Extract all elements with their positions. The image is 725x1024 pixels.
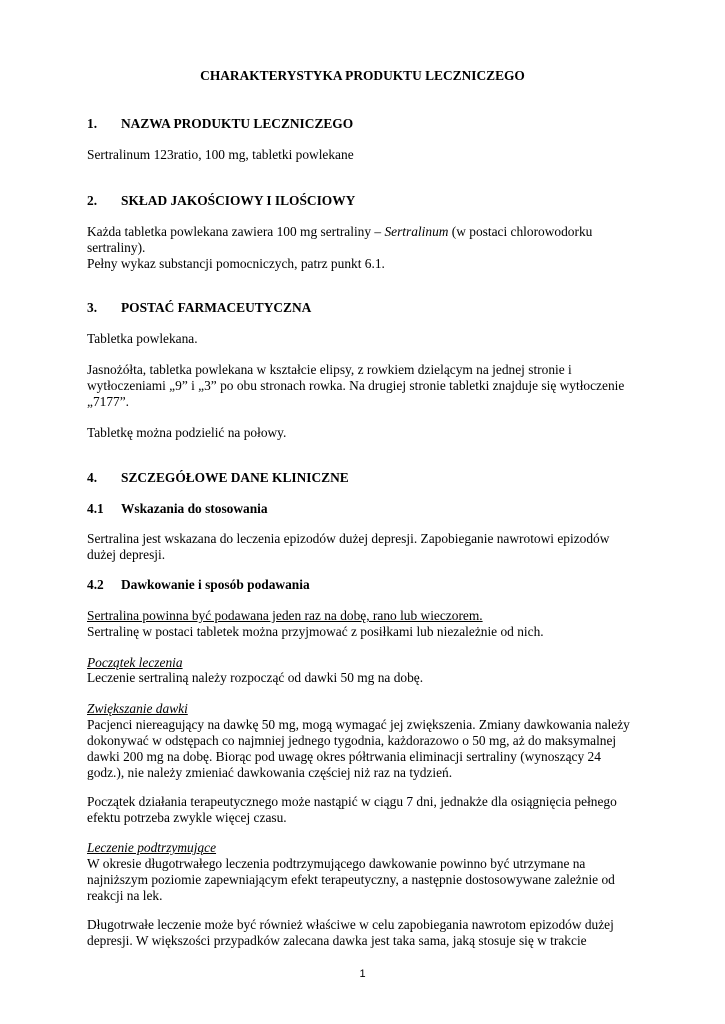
section-4-2-number: 4.2 [87, 577, 104, 592]
long-term-line-2: depresji. W większości przypadków zalecana dawka jest taka sama, jaką stosuje się w trakcie [87, 933, 587, 948]
maintenance-line-1: W okresie długotrwałego leczenia podtrzymującego dawkowanie powinno być utrzymane na [87, 856, 586, 871]
composition-line-2: sertraliny). [87, 240, 146, 255]
initial-treatment-text: Leczenie sertraliną należy rozpocząć od dawki 50 mg na dobę. [87, 670, 424, 685]
form-desc-line-2: wytłoczeniami „9” i „3” po obu stronach rowka. Na drugiej stronie tabletki znajduje się wytłoczenie [87, 378, 625, 393]
document-title: CHARAKTERYSTYKA PRODUKTU LECZNICZEGO [200, 68, 525, 83]
indications-line-2: dużej depresji. [87, 547, 166, 562]
composition-inn-italic: Sertralinum [384, 224, 449, 239]
composition-text-a: Każda tabletka powlekana zawiera 100 mg sertraliny – [87, 224, 385, 239]
composition-text-b: (w postaci chlorowodorku [448, 224, 593, 239]
section-1-title: NAZWA PRODUKTU LECZNICZEGO [121, 116, 354, 131]
form-desc-line-3: „7177”. [87, 394, 130, 409]
section-2-title: SKŁAD JAKOŚCIOWY I ILOŚCIOWY [121, 193, 356, 208]
onset-line-2: efektu potrzeba zwykle więcej czasu. [87, 810, 287, 825]
page-number: 1 [359, 968, 366, 980]
dose-increase-line-4: godz.), nie należy zmieniać dawkowania częściej niż raz na tydzień. [87, 765, 453, 780]
section-3-title: POSTAĆ FARMACEUTYCZNA [121, 300, 312, 315]
section-4-number: 4. [87, 470, 98, 485]
long-term-line-1: Długotrwałe leczenie może być również właściwe w celu zapobiegania nawrotom epizodów dużej [87, 917, 614, 932]
maintenance-heading: Leczenie podtrzymujące [87, 840, 217, 855]
form-text: Tabletka powlekana. [87, 331, 198, 346]
product-name-text: Sertralinum 123ratio, 100 mg, tabletki powlekane [87, 147, 354, 162]
section-2-number: 2. [87, 193, 98, 208]
initial-treatment-heading: Początek leczenia [87, 655, 183, 670]
indications-line-1: Sertralina jest wskazana do leczenia epizodów dużej depresji. Zapobieganie nawrotowi epizodów [87, 531, 610, 546]
onset-line-1: Początek działania terapeutycznego może nastąpić w ciągu 7 dni, jednakże dla osiągnięcia pełnego [87, 794, 617, 809]
dose-increase-line-1: Pacjenci niereagujący na dawkę 50 mg, mogą wymagać jej zwiększenia. Zmiany dawkowania należy [87, 717, 630, 732]
dosing-underlined-text: Sertralina powinna być podawana jeden raz na dobę, rano lub wieczorem. [87, 608, 483, 623]
composition-line-1 [87, 224, 592, 240]
form-desc-line-1: Jasnożółta, tabletka powlekana w kształcie elipsy, z rowkiem dzielącym na jednej stronie i [87, 362, 572, 377]
section-4-2-title: Dawkowanie i sposób podawania [121, 577, 310, 592]
section-1-number: 1. [87, 116, 98, 131]
section-4-1-number: 4.1 [87, 501, 104, 516]
dose-increase-line-2: dokonywać w odstępach co najmniej jednego tygodnia, każdorazowo o 50 mg, aż do maksymalnej [87, 733, 617, 748]
dosing-food-text: Sertralinę w postaci tabletek można przyjmować z posiłkami lub niezależnie od nich. [87, 624, 544, 639]
dose-increase-heading: Zwiększanie dawki [87, 701, 188, 716]
section-3-number: 3. [87, 300, 98, 315]
section-4-1-title: Wskazania do stosowania [121, 501, 268, 516]
composition-line-3: Pełny wykaz substancji pomocniczych, patrz punkt 6.1. [87, 256, 385, 271]
form-divisible-text: Tabletkę można podzielić na połowy. [87, 425, 287, 440]
maintenance-line-2: najniższym poziomie zapewniającym efekt terapeutyczny, a następnie dostosowywane zależnie od [87, 872, 615, 887]
section-4-title: SZCZEGÓŁOWE DANE KLINICZNE [121, 470, 349, 485]
maintenance-line-3: reakcji na lek. [87, 888, 163, 903]
dose-increase-line-3: dawki 200 mg na dobę. Biorąc pod uwagę okres półtrwania eliminacji sertraliny (wynoszący 24 [87, 749, 601, 764]
